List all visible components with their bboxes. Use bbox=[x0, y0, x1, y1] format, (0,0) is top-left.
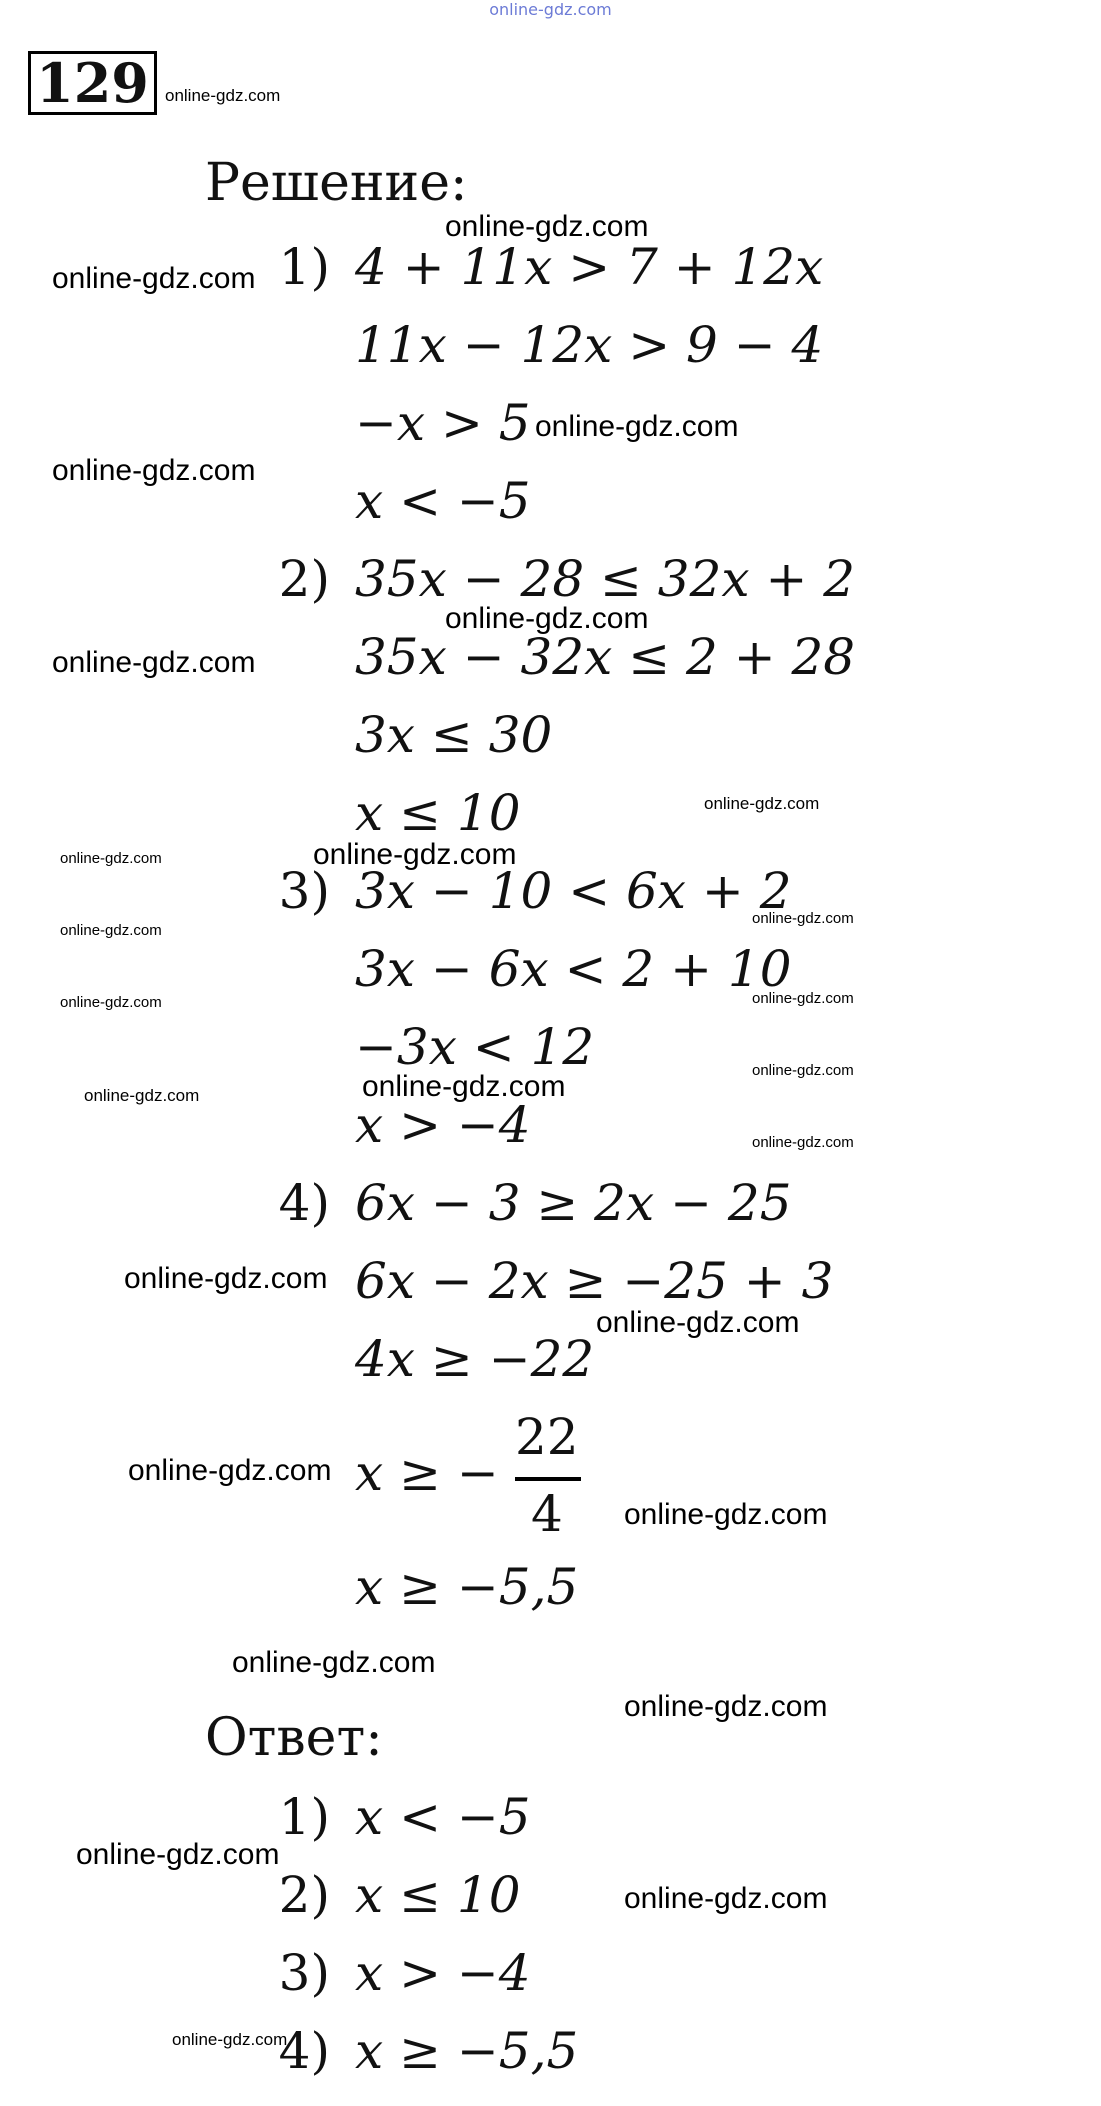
watermark: online-gdz.com bbox=[124, 1262, 328, 1295]
fraction-lhs: x ≥ − bbox=[355, 1444, 499, 1502]
watermark: online-gdz.com bbox=[704, 794, 820, 813]
fraction-numerator: 22 bbox=[515, 1408, 579, 1466]
solution-4-line-5: x ≥ −5,5 bbox=[355, 1558, 579, 1616]
solution-3-line-3: −3x < 12 bbox=[355, 1018, 595, 1076]
fraction-denominator: 4 bbox=[531, 1485, 563, 1543]
answer-3: x > −4 bbox=[355, 1944, 531, 2002]
solution-4-line-3: 4x ≥ −22 bbox=[355, 1330, 595, 1388]
watermark: online-gdz.com bbox=[60, 850, 162, 867]
watermark: online-gdz.com bbox=[52, 454, 256, 487]
top-watermark: online-gdz.com bbox=[489, 0, 612, 19]
answer-marker-1: 1) bbox=[278, 1788, 330, 1846]
answer-marker-3: 3) bbox=[278, 1944, 330, 2002]
watermark: online-gdz.com bbox=[624, 1498, 828, 1531]
marker-3: 3) bbox=[278, 862, 330, 920]
answer-marker-4: 4) bbox=[278, 2022, 330, 2080]
watermark: online-gdz.com bbox=[128, 1454, 332, 1487]
watermark: online-gdz.com bbox=[313, 838, 517, 871]
solution-4-line-1: 6x − 3 ≥ 2x − 25 bbox=[355, 1174, 792, 1232]
solution-2-line-4: x ≤ 10 bbox=[355, 784, 521, 842]
answer-2: x ≤ 10 bbox=[355, 1866, 521, 1924]
watermark: online-gdz.com bbox=[624, 1882, 828, 1915]
watermark: online-gdz.com bbox=[76, 1838, 280, 1871]
answer-4: x ≥ −5,5 bbox=[355, 2022, 579, 2080]
watermark: online-gdz.com bbox=[84, 1086, 200, 1105]
watermark: online-gdz.com bbox=[752, 910, 854, 927]
marker-4: 4) bbox=[278, 1174, 330, 1232]
solution-2-line-1: 35x − 28 ≤ 32x + 2 bbox=[355, 550, 856, 608]
watermark: online-gdz.com bbox=[752, 990, 854, 1007]
solution-3-line-4: x > −4 bbox=[355, 1096, 531, 1154]
answer-heading: Ответ: bbox=[205, 1708, 383, 1768]
marker-2: 2) bbox=[278, 550, 330, 608]
watermark: online-gdz.com bbox=[60, 922, 162, 939]
watermark: online-gdz.com bbox=[535, 410, 739, 443]
watermark: online-gdz.com bbox=[52, 646, 256, 679]
solution-2-line-2: 35x − 32x ≤ 2 + 28 bbox=[355, 628, 856, 686]
watermark: online-gdz.com bbox=[445, 210, 649, 243]
problem-number: 129 bbox=[28, 51, 157, 115]
watermark: online-gdz.com bbox=[232, 1646, 436, 1679]
watermark: online-gdz.com bbox=[752, 1134, 854, 1151]
solution-1-line-1: 4 + 11x > 7 + 12x bbox=[355, 238, 824, 296]
solution-3-line-2: 3x − 6x < 2 + 10 bbox=[355, 940, 792, 998]
solution-4-line-2: 6x − 2x ≥ −25 + 3 bbox=[355, 1252, 834, 1310]
watermark: online-gdz.com bbox=[60, 994, 162, 1011]
answer-1: x < −5 bbox=[355, 1788, 531, 1846]
marker-1: 1) bbox=[278, 238, 330, 296]
watermark: online-gdz.com bbox=[752, 1062, 854, 1079]
watermark: online-gdz.com bbox=[624, 1690, 828, 1723]
solution-heading: Решение: bbox=[205, 153, 468, 213]
watermark: online-gdz.com bbox=[172, 2030, 288, 2049]
solution-1-line-2: 11x − 12x > 9 − 4 bbox=[355, 316, 824, 374]
solution-1-line-3: −x > 5 bbox=[355, 394, 531, 452]
solution-1-line-4: x < −5 bbox=[355, 472, 531, 530]
watermark: online-gdz.com bbox=[445, 602, 649, 635]
solution-3-line-1: 3x − 10 < 6x + 2 bbox=[355, 862, 792, 920]
answer-marker-2: 2) bbox=[278, 1866, 330, 1924]
watermark: online-gdz.com bbox=[362, 1070, 566, 1103]
watermark: online-gdz.com bbox=[165, 86, 281, 105]
fraction-bar bbox=[515, 1477, 581, 1481]
watermark: online-gdz.com bbox=[596, 1306, 800, 1339]
solution-2-line-3: 3x ≤ 30 bbox=[355, 706, 553, 764]
watermark: online-gdz.com bbox=[52, 262, 256, 295]
